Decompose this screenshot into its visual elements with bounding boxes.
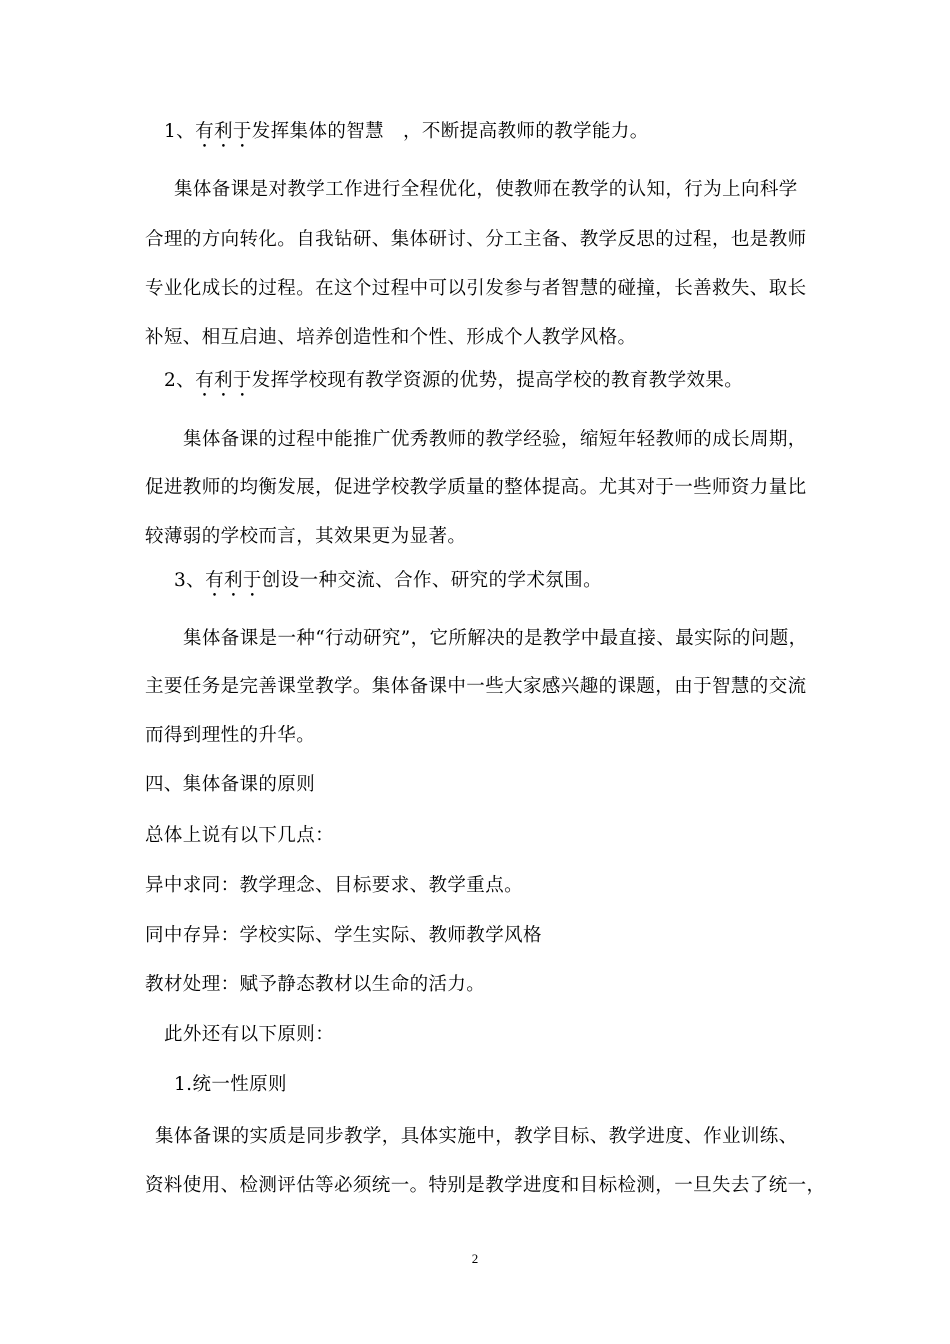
principle-item: 教材处理：赋予静态教材以生命的活力。 xyxy=(145,974,486,995)
paragraph-line: 而得到理性的升华。 xyxy=(145,725,316,746)
benefit-heading-3: 3、有利于创设一种交流、合作、研究的学术氛围。 xyxy=(174,570,602,591)
paragraph-line: 较薄弱的学校而言，其效果更为显著。 xyxy=(145,526,467,547)
section-heading: 四、集体备课的原则 xyxy=(145,774,316,795)
paragraph-line: 合理的方向转化。自我钻研、集体研讨、分工主备、教学反思的过程，也是教师 xyxy=(145,229,807,250)
paragraph-line: 集体备课是对教学工作进行全程优化，使教师在教学的认知，行为上向科学 xyxy=(174,179,798,200)
paragraph-line: 集体备课的过程中能推广优秀教师的教学经验，缩短年轻教师的成长周期， xyxy=(183,429,807,450)
paragraph-line: 总体上说有以下几点： xyxy=(145,825,335,846)
paragraph-line: 专业化成长的过程。在这个过程中可以引发参与者智慧的碰撞，长善救失、取长 xyxy=(145,278,807,299)
emphasis-text: 有利于 xyxy=(195,370,252,391)
emphasis-text: 有利于 xyxy=(205,570,262,591)
principle-item: 异中求同：教学理念、目标要求、教学重点。 xyxy=(145,875,524,896)
paragraph-line: 主要任务是完善课堂教学。集体备课中一些大家感兴趣的课题，由于智慧的交流 xyxy=(145,676,807,697)
paragraph-line: 集体备课的实质是同步教学，具体实施中，教学目标、教学进度、作业训练、 xyxy=(155,1126,798,1147)
paragraph-line: 促进教师的均衡发展，促进学校教学质量的整体提高。尤其对于一些师资力量比 xyxy=(145,477,807,498)
paragraph-line: 补短、相互启迪、培养创造性和个性、形成个人教学风格。 xyxy=(145,327,637,348)
paragraph-line: 集体备课是一种“行动研究”，它所解决的是教学中最直接、最实际的问题， xyxy=(183,628,808,649)
page-number: 2 xyxy=(471,1251,479,1266)
emphasis-text: 有利于 xyxy=(195,121,252,142)
principle-item: 同中存异：学校实际、学生实际、教师教学风格 xyxy=(145,925,542,946)
paragraph-line: 此外还有以下原则： xyxy=(164,1024,335,1045)
subsection-heading: 1.统一性原则 xyxy=(174,1074,287,1095)
paragraph-line: 资料使用、检测评估等必须统一。特别是教学进度和目标检测，一旦失去了统一， xyxy=(145,1175,826,1196)
benefit-heading-2: 2、有利于发挥学校现有教学资源的优势，提高学校的教育教学效果。 xyxy=(164,370,744,391)
benefit-heading-1: 1、有利于发挥集体的智慧 ，不断提高教师的教学能力。 xyxy=(164,121,649,142)
